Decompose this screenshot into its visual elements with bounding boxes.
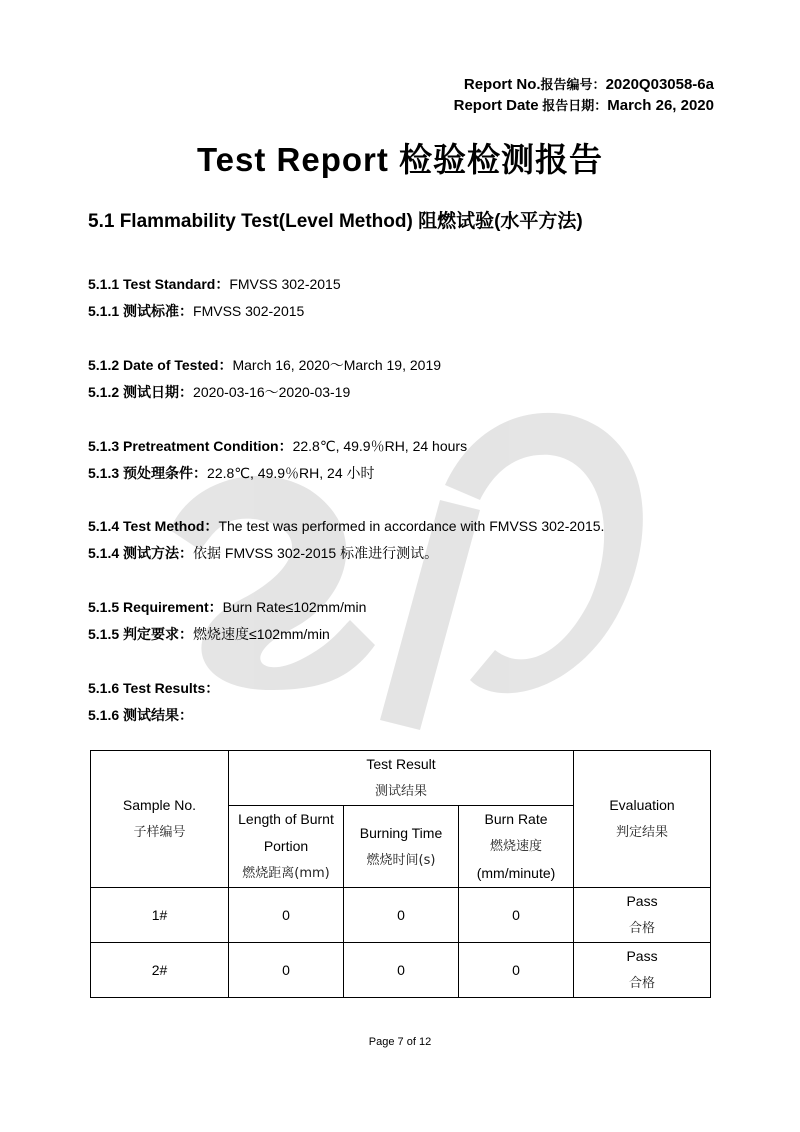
header-length-burnt: Length of Burnt Portion 燃烧距离(mm) (229, 806, 344, 888)
item-test-results: 5.1.6 Test Results： (88, 680, 220, 696)
item-test-standard: 5.1.1 Test Standard：FMVSS 302-2015 (88, 276, 341, 292)
cell-sample: 2# (91, 943, 229, 998)
table-row (91, 888, 711, 943)
header-burning-time: Burning Time 燃烧时间(s) (344, 806, 459, 888)
header-burn-rate: Burn Rate 燃烧速度 (mm/minute) (459, 806, 574, 888)
page-number: Page 7 of 12 (368, 1036, 432, 1048)
report-date-line (454, 95, 714, 116)
cell-evaluation: Pass 合格 (574, 943, 711, 998)
report-header-info (454, 74, 714, 116)
item-test-date: 5.1.2 Date of Tested：March 16, 2020～March 19, 2019 (88, 357, 442, 373)
results-table (90, 750, 711, 998)
cell-sample: 1# (91, 888, 229, 943)
report-number-line (454, 74, 714, 95)
item-test-method-cn: 5.1.4 测试方法：依据 FMVSS 302-2015 标准进行测试。 (88, 545, 439, 561)
cell-rate: 0 (459, 943, 574, 998)
table-row (91, 943, 711, 998)
cell-rate: 0 (459, 888, 574, 943)
header-sample-no: Sample No. 子样编号 (91, 751, 229, 888)
cell-length: 0 (229, 943, 344, 998)
item-test-standard-cn: 5.1.1 测试标准：FMVSS 302-2015 (88, 303, 305, 319)
cell-evaluation: Pass 合格 (574, 888, 711, 943)
report-number-label-cn: 报告编号： (540, 77, 606, 92)
item-test-results-cn: 5.1.6 测试结果： (88, 707, 194, 723)
item-requirement: 5.1.5 Requirement：Burn Rate≤102mm/min (88, 599, 367, 615)
item-test-method: 5.1.4 Test Method：The test was performed in accordance with FMVSS 302-2015. (88, 518, 605, 534)
cell-time: 0 (344, 888, 459, 943)
item-pretreatment-cn: 5.1.3 预处理条件：22.8℃, 49.9％RH, 24 小时 (88, 465, 375, 481)
report-number-label: Report No. (463, 76, 541, 93)
header-evaluation: Evaluation 判定结果 (574, 751, 711, 888)
cell-time: 0 (344, 943, 459, 998)
section-heading: 5.1 Flammability Test(Level Method) 阻燃试验(水平方法) (88, 211, 583, 232)
item-requirement-cn: 5.1.5 判定要求：燃烧速度≤102mm/min (88, 626, 330, 642)
document-title: Test Report 检验检测报告 (196, 141, 604, 178)
report-date-label-cn: 报告日期： (538, 98, 608, 113)
report-number-value: 2020Q03058-6a (605, 76, 714, 93)
report-date-value: March 26, 2020 (607, 97, 714, 114)
report-date-label: Report Date (453, 97, 539, 114)
cell-length: 0 (229, 888, 344, 943)
item-pretreatment: 5.1.3 Pretreatment Condition：22.8℃, 49.9％RH, 24 hours (88, 438, 468, 454)
header-test-result: Test Result 测试结果 (229, 751, 574, 806)
table-header-row (91, 751, 711, 806)
item-test-date-cn: 5.1.2 测试日期：2020-03-16～2020-03-19 (88, 384, 351, 400)
